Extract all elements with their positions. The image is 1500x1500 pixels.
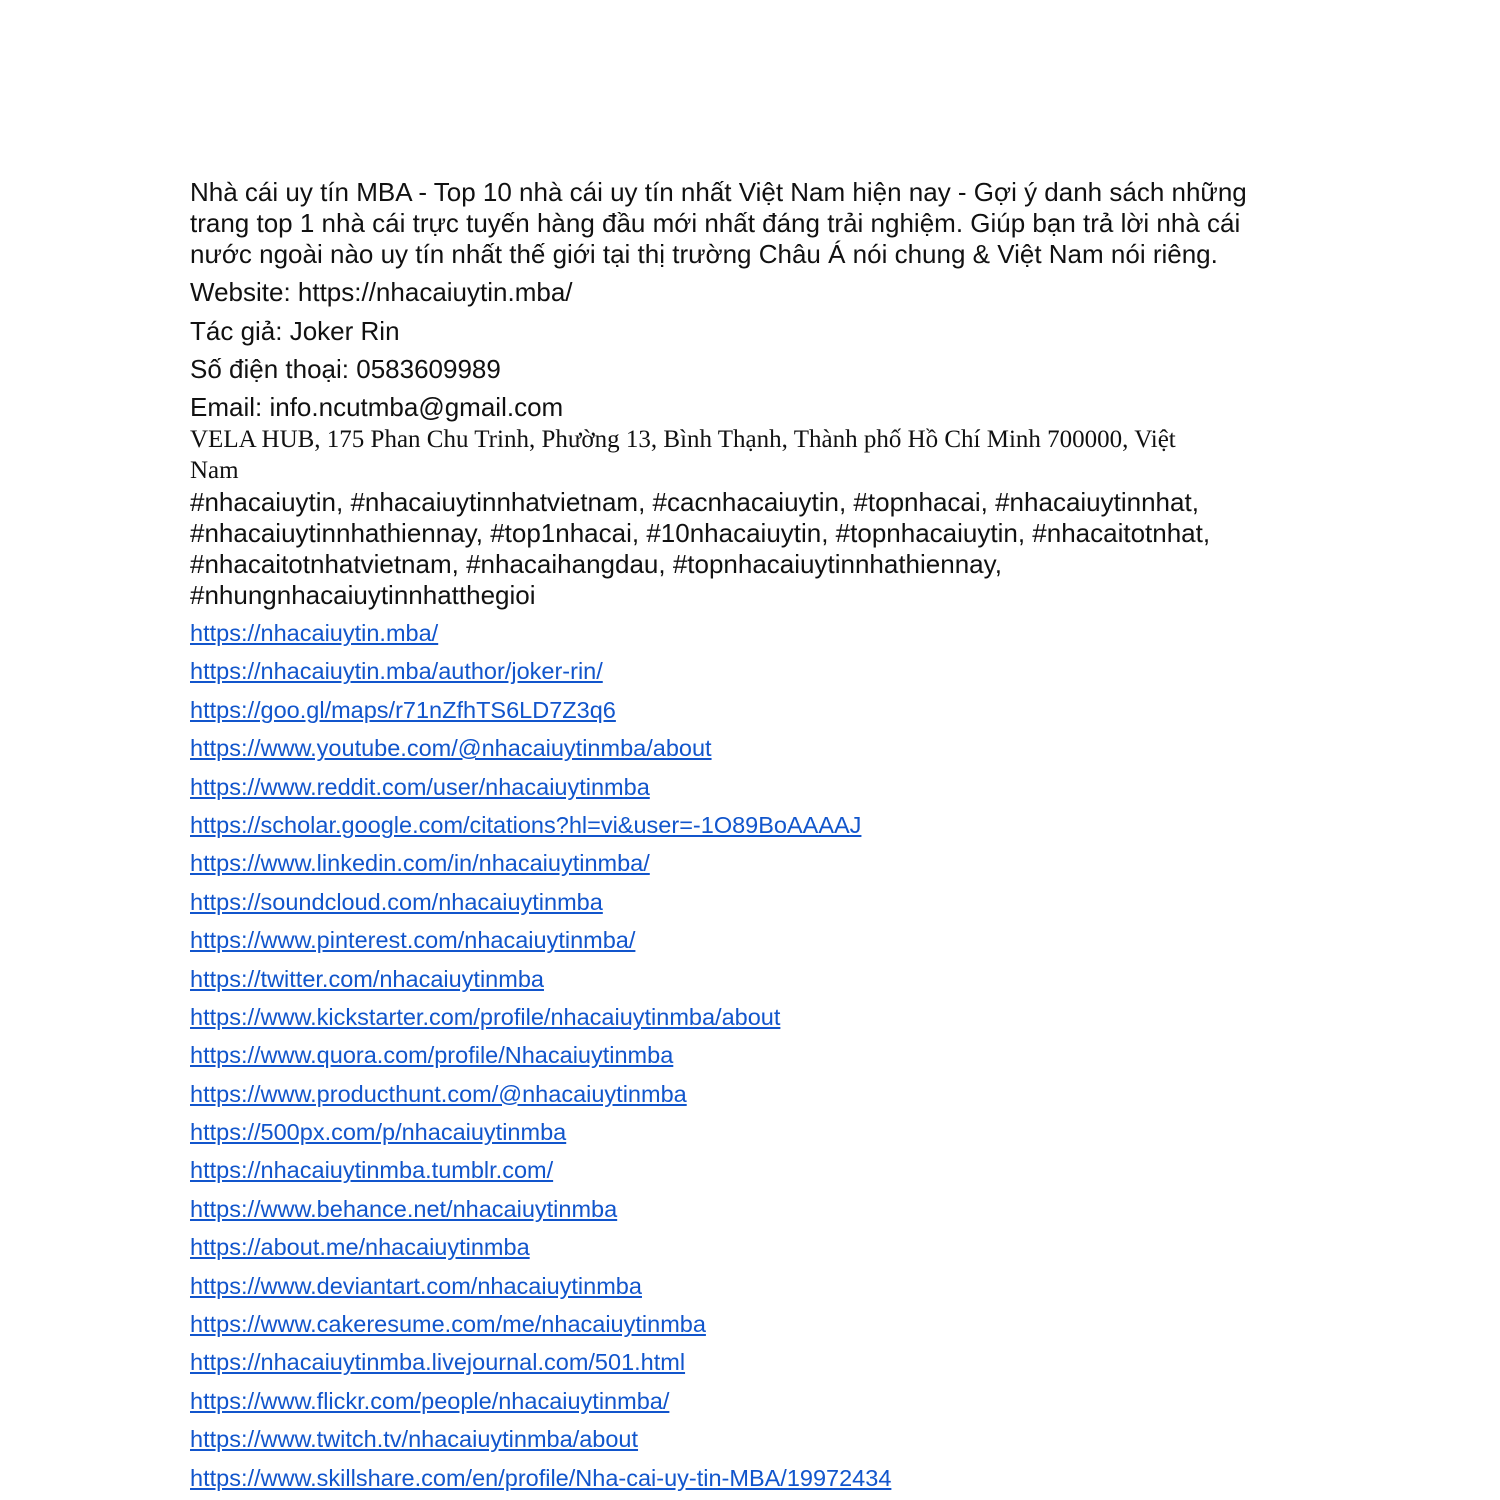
link-list bbox=[190, 617, 891, 1500]
link-item[interactable]: https://www.reddit.com/user/nhacaiuytinmba bbox=[190, 773, 650, 800]
address-line: Nam bbox=[190, 457, 239, 484]
link-item[interactable]: https://www.skillshare.com/en/profile/Nha-cai-uy-tin-MBA/19972434 bbox=[190, 1464, 892, 1491]
address-line: VELA HUB, 175 Phan Chu Trinh, Phường 13, Bình Thạnh, Thành phố Hồ Chí Minh 700000, Việt bbox=[190, 426, 1176, 453]
intro-paragraph bbox=[190, 177, 1247, 270]
link-item[interactable]: https://www.linkedin.com/in/nhacaiuytinmba/ bbox=[190, 850, 650, 877]
hashtag-line: #nhacaiuytin, #nhacaiuytinnhatvietnam, #cacnhacaiuytin, #topnhacai, #nhacaiuytinnhat, bbox=[190, 487, 1199, 517]
link-item[interactable]: https://nhacaiuytinmba.tumblr.com/ bbox=[190, 1157, 554, 1184]
intro-line: nước ngoài nào uy tín nhất thế giới tại thị trường Châu Á nói chung & Việt Nam nói riêng. bbox=[190, 239, 1218, 269]
email-line: Email: info.ncutmba@gmail.com bbox=[190, 392, 564, 422]
link-item[interactable]: https://soundcloud.com/nhacaiuytinmba bbox=[190, 888, 603, 915]
link-item[interactable]: https://www.quora.com/profile/Nhacaiuytinmba bbox=[190, 1042, 674, 1069]
link-item[interactable]: https://www.kickstarter.com/profile/nhacaiuytinmba/about bbox=[190, 1003, 781, 1030]
phone-line: Số điện thoại: 0583609989 bbox=[190, 354, 501, 384]
link-item[interactable]: https://nhacaiuytin.mba/author/joker-rin/ bbox=[190, 658, 603, 685]
author-line: Tác giả: Joker Rin bbox=[190, 316, 400, 346]
link-item[interactable]: https://www.cakeresume.com/me/nhacaiuytinmba bbox=[190, 1311, 706, 1338]
link-item[interactable]: https://www.behance.net/nhacaiuytinmba bbox=[190, 1195, 618, 1222]
hashtag-line: #nhacaiuytinnhathiennay, #top1nhacai, #10nhacaiuytin, #topnhacaiuytin, #nhacaitotnhat, bbox=[190, 518, 1211, 548]
link-item[interactable]: https://www.deviantart.com/nhacaiuytinmba bbox=[190, 1272, 642, 1299]
link-item[interactable]: https://nhacaiuytinmba.livejournal.com/501.html bbox=[190, 1349, 686, 1376]
link-item[interactable]: https://goo.gl/maps/r71nZfhTS6LD7Z3q6 bbox=[190, 696, 616, 723]
hashtag-line: #nhungnhacaiuytinnhatthegioi bbox=[190, 580, 536, 610]
link-item[interactable]: https://about.me/nhacaiuytinmba bbox=[190, 1234, 530, 1261]
link-item[interactable]: https://www.pinterest.com/nhacaiuytinmba/ bbox=[190, 927, 636, 954]
link-item[interactable]: https://scholar.google.com/citations?hl=vi&user=-1O89BoAAAAJ bbox=[190, 811, 862, 838]
intro-line: Nhà cái uy tín MBA - Top 10 nhà cái uy tín nhất Việt Nam hiện nay - Gợi ý danh sách những bbox=[190, 177, 1247, 207]
link-item[interactable]: https://twitter.com/nhacaiuytinmba bbox=[190, 965, 544, 992]
link-item[interactable]: https://www.youtube.com/@nhacaiuytinmba/about bbox=[190, 735, 712, 762]
hashtags bbox=[190, 487, 1210, 611]
link-item[interactable]: https://500px.com/p/nhacaiuytinmba bbox=[190, 1119, 567, 1146]
address bbox=[190, 424, 1176, 486]
link-item[interactable]: https://nhacaiuytin.mba/ bbox=[190, 620, 439, 646]
hashtag-line: #nhacaitotnhatvietnam, #nhacaihangdau, #topnhacaiuytinnhathiennay, bbox=[190, 549, 1002, 579]
website-line: Website: https://nhacaiuytin.mba/ bbox=[190, 277, 573, 307]
link-item[interactable]: https://www.twitch.tv/nhacaiuytinmba/about bbox=[190, 1426, 639, 1453]
intro-line: trang top 1 nhà cái trực tuyến hàng đầu mới nhất đáng trải nghiệm. Giúp bạn trả lời nhà cái bbox=[190, 208, 1241, 238]
link-item[interactable]: https://www.flickr.com/people/nhacaiuytinmba/ bbox=[190, 1387, 670, 1414]
link-item[interactable]: https://www.producthunt.com/@nhacaiuytinmba bbox=[190, 1080, 687, 1107]
